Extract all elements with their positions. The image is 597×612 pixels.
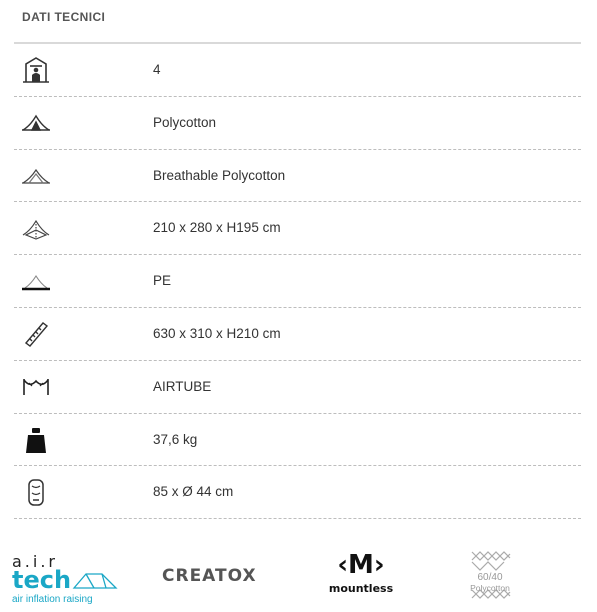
spec-table bbox=[14, 44, 581, 519]
brand-logos bbox=[0, 540, 597, 612]
tab-dati-tecnici[interactable] bbox=[14, 0, 120, 44]
spec-row-packed-size bbox=[14, 466, 581, 519]
spec-row-weight bbox=[14, 414, 581, 467]
airtech-logo bbox=[12, 552, 122, 604]
spec-row-frame bbox=[14, 361, 581, 414]
spec-value: PE bbox=[153, 273, 172, 289]
spec-value: Polycotton bbox=[153, 114, 217, 130]
spec-value: 210 x 280 x H195 cm bbox=[153, 220, 281, 236]
spec-value: 630 x 310 x H210 cm bbox=[153, 325, 281, 341]
spec-value: Breathable Polycotton bbox=[153, 167, 286, 183]
outer-tent-icon bbox=[20, 108, 52, 138]
spec-row-inner-dimensions bbox=[14, 202, 581, 255]
creatox-logo: CREATOX bbox=[162, 566, 257, 586]
frame-icon bbox=[20, 372, 52, 402]
spec-row-outer-tent bbox=[14, 97, 581, 150]
mountless-mark: ‹M› bbox=[337, 550, 385, 580]
inner-tent-icon bbox=[20, 161, 52, 191]
spec-value: 4 bbox=[153, 62, 161, 77]
polycotton-logo bbox=[462, 548, 518, 606]
spec-value: AIRTUBE bbox=[153, 378, 212, 394]
spec-row-floor bbox=[14, 255, 581, 308]
spec-value: 85 x Ø 44 cm bbox=[153, 484, 234, 500]
inner-dimensions-icon bbox=[20, 213, 52, 243]
external-dimensions-icon bbox=[20, 319, 52, 349]
mountless-wordmark: mountless bbox=[328, 582, 394, 595]
weight-icon bbox=[20, 425, 52, 455]
polycotton-ratio: 60/40 bbox=[477, 572, 503, 583]
spec-value: 37,6 kg bbox=[153, 431, 198, 447]
airtech-logo-tagline: air inflation raising bbox=[12, 594, 93, 605]
airtech-tent-icon bbox=[72, 570, 118, 590]
spec-row-capacity bbox=[14, 44, 581, 97]
airtech-logo-top: a.i.r bbox=[12, 552, 58, 571]
spec-row-inner-tent bbox=[14, 150, 581, 203]
tab-label: DATI TECNICI bbox=[22, 10, 106, 24]
mountless-logo bbox=[326, 552, 396, 604]
spec-row-external-dimensions bbox=[14, 308, 581, 361]
floor-icon bbox=[20, 266, 52, 296]
polycotton-label: Polycotton bbox=[470, 583, 510, 593]
packed-size-icon bbox=[20, 477, 52, 507]
airtech-logo-main: tech bbox=[12, 566, 72, 594]
tent-capacity-icon bbox=[20, 55, 52, 85]
